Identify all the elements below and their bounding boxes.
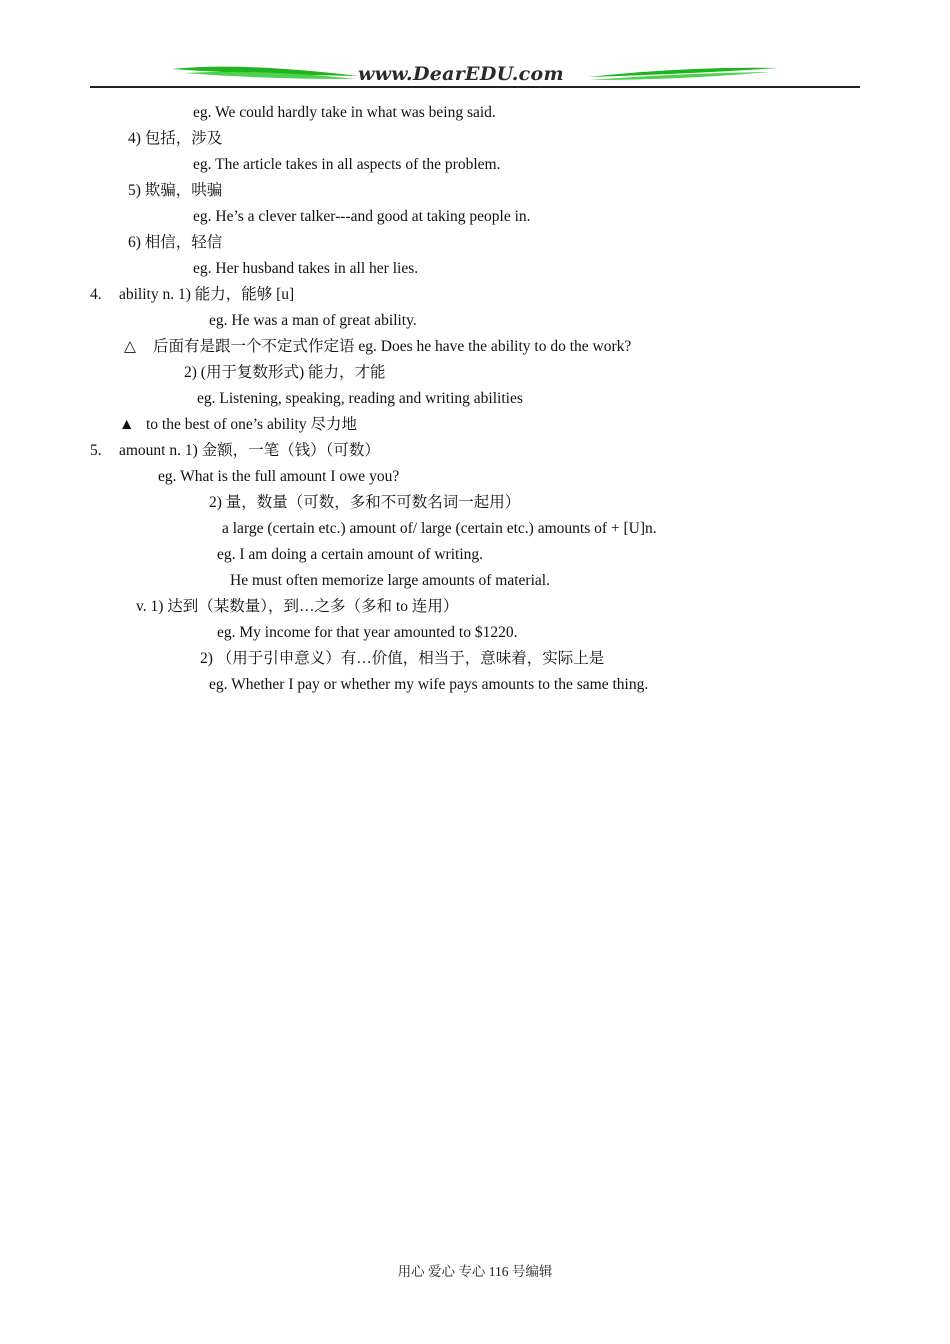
- pattern-line: a large (certain etc.) amount of/ large (certain etc.) amounts of + [U]n.: [222, 520, 657, 537]
- example-sentence: eg. He was a man of great ability.: [209, 312, 417, 329]
- item-number-5: 5.: [90, 442, 102, 459]
- example-sentence: eg. Her husband takes in all her lies.: [193, 260, 419, 277]
- example-sentence: eg. We could hardly take in what was being said.: [193, 104, 496, 121]
- definition-line: 2) (用于复数形式) 能力，才能: [184, 364, 386, 381]
- example-sentence: eg. My income for that year amounted to $1220.: [217, 624, 518, 641]
- entry-heading-amount: amount n. 1) 金额，一笔（钱）（可数）: [119, 442, 380, 459]
- entry-heading-ability: ability n. 1) 能力，能够 [u]: [119, 286, 295, 303]
- definition-line: 5) 欺骗，哄骗: [128, 182, 223, 199]
- definition-line: 2) （用于引申意义）有…价值，相当于，意味着，实际上是: [200, 650, 605, 667]
- item-number-4: 4.: [90, 286, 102, 303]
- example-sentence: eg. He’s a clever talker---and good at taking people in.: [193, 208, 531, 225]
- example-sentence: eg. I am doing a certain amount of writing.: [217, 546, 484, 563]
- verb-definition-line: v. 1) 达到（某数量），到…之多（多和 to 连用）: [136, 598, 459, 615]
- phrase-line: to the best of one’s ability 尽力地: [146, 416, 357, 433]
- site-logo-text: www.DearEDU.com: [358, 63, 564, 85]
- filled-triangle-icon: ▲: [119, 416, 135, 433]
- page-footer: 用心 爱心 专心 116 号编辑: [397, 1264, 553, 1279]
- definition-line: 2) 量，数量（可数，多和不可数名词一起用）: [209, 494, 521, 511]
- example-sentence: eg. Listening, speaking, reading and writing abilities: [197, 390, 523, 407]
- page-header: [90, 60, 860, 90]
- usage-note: 后面有是跟一个不定式作定语 eg. Does he have the ability to do the work?: [153, 338, 632, 355]
- example-sentence: He must often memorize large amounts of material.: [230, 572, 550, 589]
- example-sentence: eg. Whether I pay or whether my wife pays amounts to the same thing.: [209, 676, 649, 693]
- outline-triangle-icon: △: [124, 338, 136, 355]
- definition-line: 6) 相信，轻信: [128, 234, 223, 251]
- example-sentence: eg. What is the full amount I owe you?: [158, 468, 400, 485]
- header-divider: [90, 86, 860, 88]
- example-sentence: eg. The article takes in all aspects of the problem.: [193, 156, 501, 173]
- definition-line: 4) 包括，涉及: [128, 130, 223, 147]
